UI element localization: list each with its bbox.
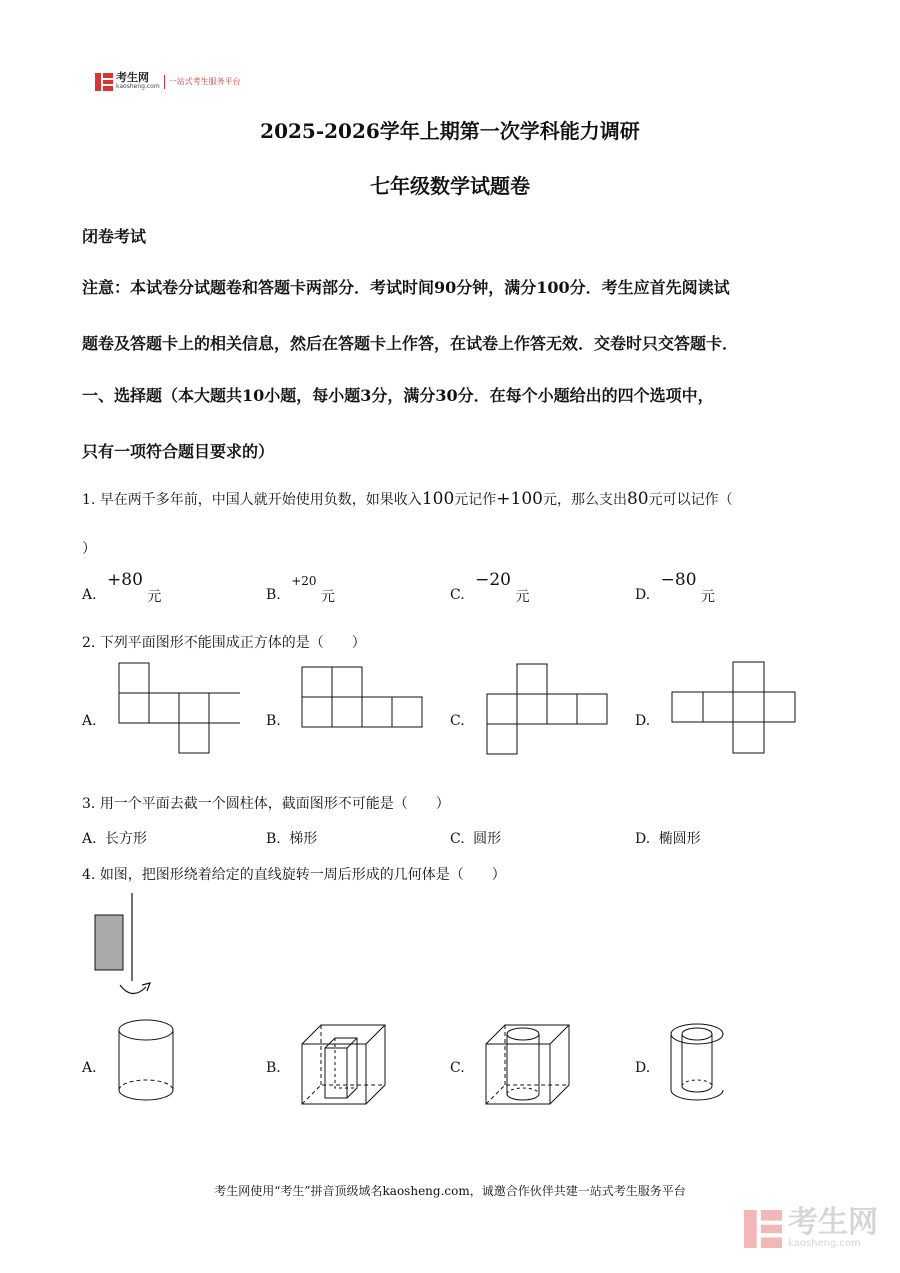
q2-option-d-label[interactable]: D.	[635, 713, 651, 729]
question-text: 下列平面图形不能围成正方体的是（ ）	[99, 635, 366, 651]
q4-option-b-label[interactable]: B.	[266, 1060, 281, 1076]
logo-domain: kaosheng.com	[116, 83, 160, 90]
question-text: 元记作	[454, 492, 497, 508]
math-value: +100	[496, 489, 543, 509]
q1-option-a[interactable]	[82, 570, 162, 605]
option-text: 圆形	[473, 831, 502, 847]
q2-net-b	[301, 666, 423, 728]
math-value: 100	[421, 489, 455, 509]
q1-option-d[interactable]	[635, 570, 715, 605]
q1-option-c[interactable]	[450, 570, 530, 605]
notice-line-1: 注意：本试卷分试题卷和答题卡两部分．考试时间90分钟，满分100分．考生应首先阅读试	[82, 278, 730, 297]
watermark-logo	[744, 1205, 878, 1249]
q2-net-c	[486, 663, 608, 755]
question-text: 用一个平面去截一个圆柱体，截面图形不可能是（ ）	[99, 796, 450, 812]
q2-option-a-label[interactable]: A.	[82, 713, 97, 729]
q4-option-d-label[interactable]: D.	[635, 1060, 651, 1076]
q4-solid-c	[485, 1024, 571, 1106]
option-text: 椭圆形	[658, 831, 701, 847]
q3-option-a[interactable]	[82, 828, 147, 848]
option-text: 长方形	[105, 831, 148, 847]
notice-line-2: 题卷及答题卡上的相关信息，然后在答题卡上作答，在试卷上作答无效．交卷时只交答题卡．	[82, 334, 739, 353]
question-number: 1.	[82, 492, 96, 508]
watermark-domain: kaosheng.com	[788, 1238, 861, 1249]
option-unit: 元	[320, 589, 335, 605]
rotation-figure	[92, 893, 162, 1003]
question-text: 元，那么支出	[542, 492, 627, 508]
option-label: A.	[82, 831, 97, 847]
option-label: C.	[450, 587, 465, 603]
question-number: 4.	[82, 867, 96, 883]
q3-option-d[interactable]	[635, 828, 701, 848]
option-unit: 元	[147, 589, 162, 605]
q1-option-b[interactable]	[266, 570, 335, 605]
option-label: B.	[266, 587, 281, 603]
option-label: D.	[635, 831, 651, 847]
q2-option-c-label[interactable]: C.	[450, 713, 465, 729]
question-1	[82, 489, 733, 509]
q4-solid-d	[669, 1018, 729, 1108]
q3-option-b[interactable]	[266, 828, 317, 848]
option-value: +80	[107, 570, 143, 590]
exam-title: 2025-2026学年上期第一次学科能力调研	[260, 119, 640, 143]
question-4	[82, 864, 506, 884]
logo-slogan: 一站式考生服务平台	[168, 77, 241, 86]
q4-option-c-label[interactable]: C.	[450, 1060, 465, 1076]
q4-option-a-label[interactable]: A.	[82, 1060, 97, 1076]
option-label: C.	[450, 831, 465, 847]
watermark-icon	[744, 1210, 782, 1248]
option-label: D.	[635, 587, 651, 603]
exam-subtitle: 七年级数学试题卷	[370, 174, 530, 198]
option-value: −80	[660, 570, 697, 590]
option-unit: 元	[700, 589, 715, 605]
question-3	[82, 793, 450, 813]
section-heading-line-1: 一、选择题（本大题共10小题，每小题3分，满分30分．在每个小题给出的四个选项中，	[82, 386, 714, 405]
question-text: 早在两千多年前，中国人就开始使用负数，如果收入	[99, 492, 422, 508]
question-1-close: ）	[82, 541, 96, 557]
brand-logo	[95, 72, 241, 91]
question-text: 元可以记作（	[648, 492, 733, 508]
question-text: 如图，把图形绕着给定的直线旋转一周后形成的几何体是（ ）	[99, 867, 506, 883]
question-number: 2.	[82, 635, 96, 651]
option-unit: 元	[515, 589, 530, 605]
q3-option-c[interactable]	[450, 828, 501, 848]
math-value: 80	[626, 489, 649, 509]
q2-net-d	[671, 661, 796, 754]
q2-option-b-label[interactable]: B.	[266, 713, 281, 729]
option-label: A.	[82, 587, 97, 603]
section-heading-line-2: 只有一项符合题目要求的）	[82, 442, 275, 461]
question-2	[82, 632, 366, 652]
footer-text: 考生网使用“考生”拼音顶级域名kaosheng.com，诚邀合作伙伴共建一站式考生服务平台	[214, 1184, 686, 1198]
watermark-name: 考生网	[788, 1205, 878, 1240]
logo-icon	[95, 73, 113, 91]
logo-name: 考生网	[116, 71, 149, 84]
q4-solid-a	[118, 1018, 178, 1104]
q2-net-a	[118, 662, 242, 754]
option-value: +20	[291, 574, 317, 588]
option-label: B.	[266, 831, 281, 847]
question-number: 3.	[82, 796, 96, 812]
option-value: −20	[475, 570, 512, 590]
option-text: 梯形	[289, 831, 318, 847]
q4-solid-b	[301, 1024, 387, 1106]
exam-type: 闭卷考试	[82, 227, 147, 246]
